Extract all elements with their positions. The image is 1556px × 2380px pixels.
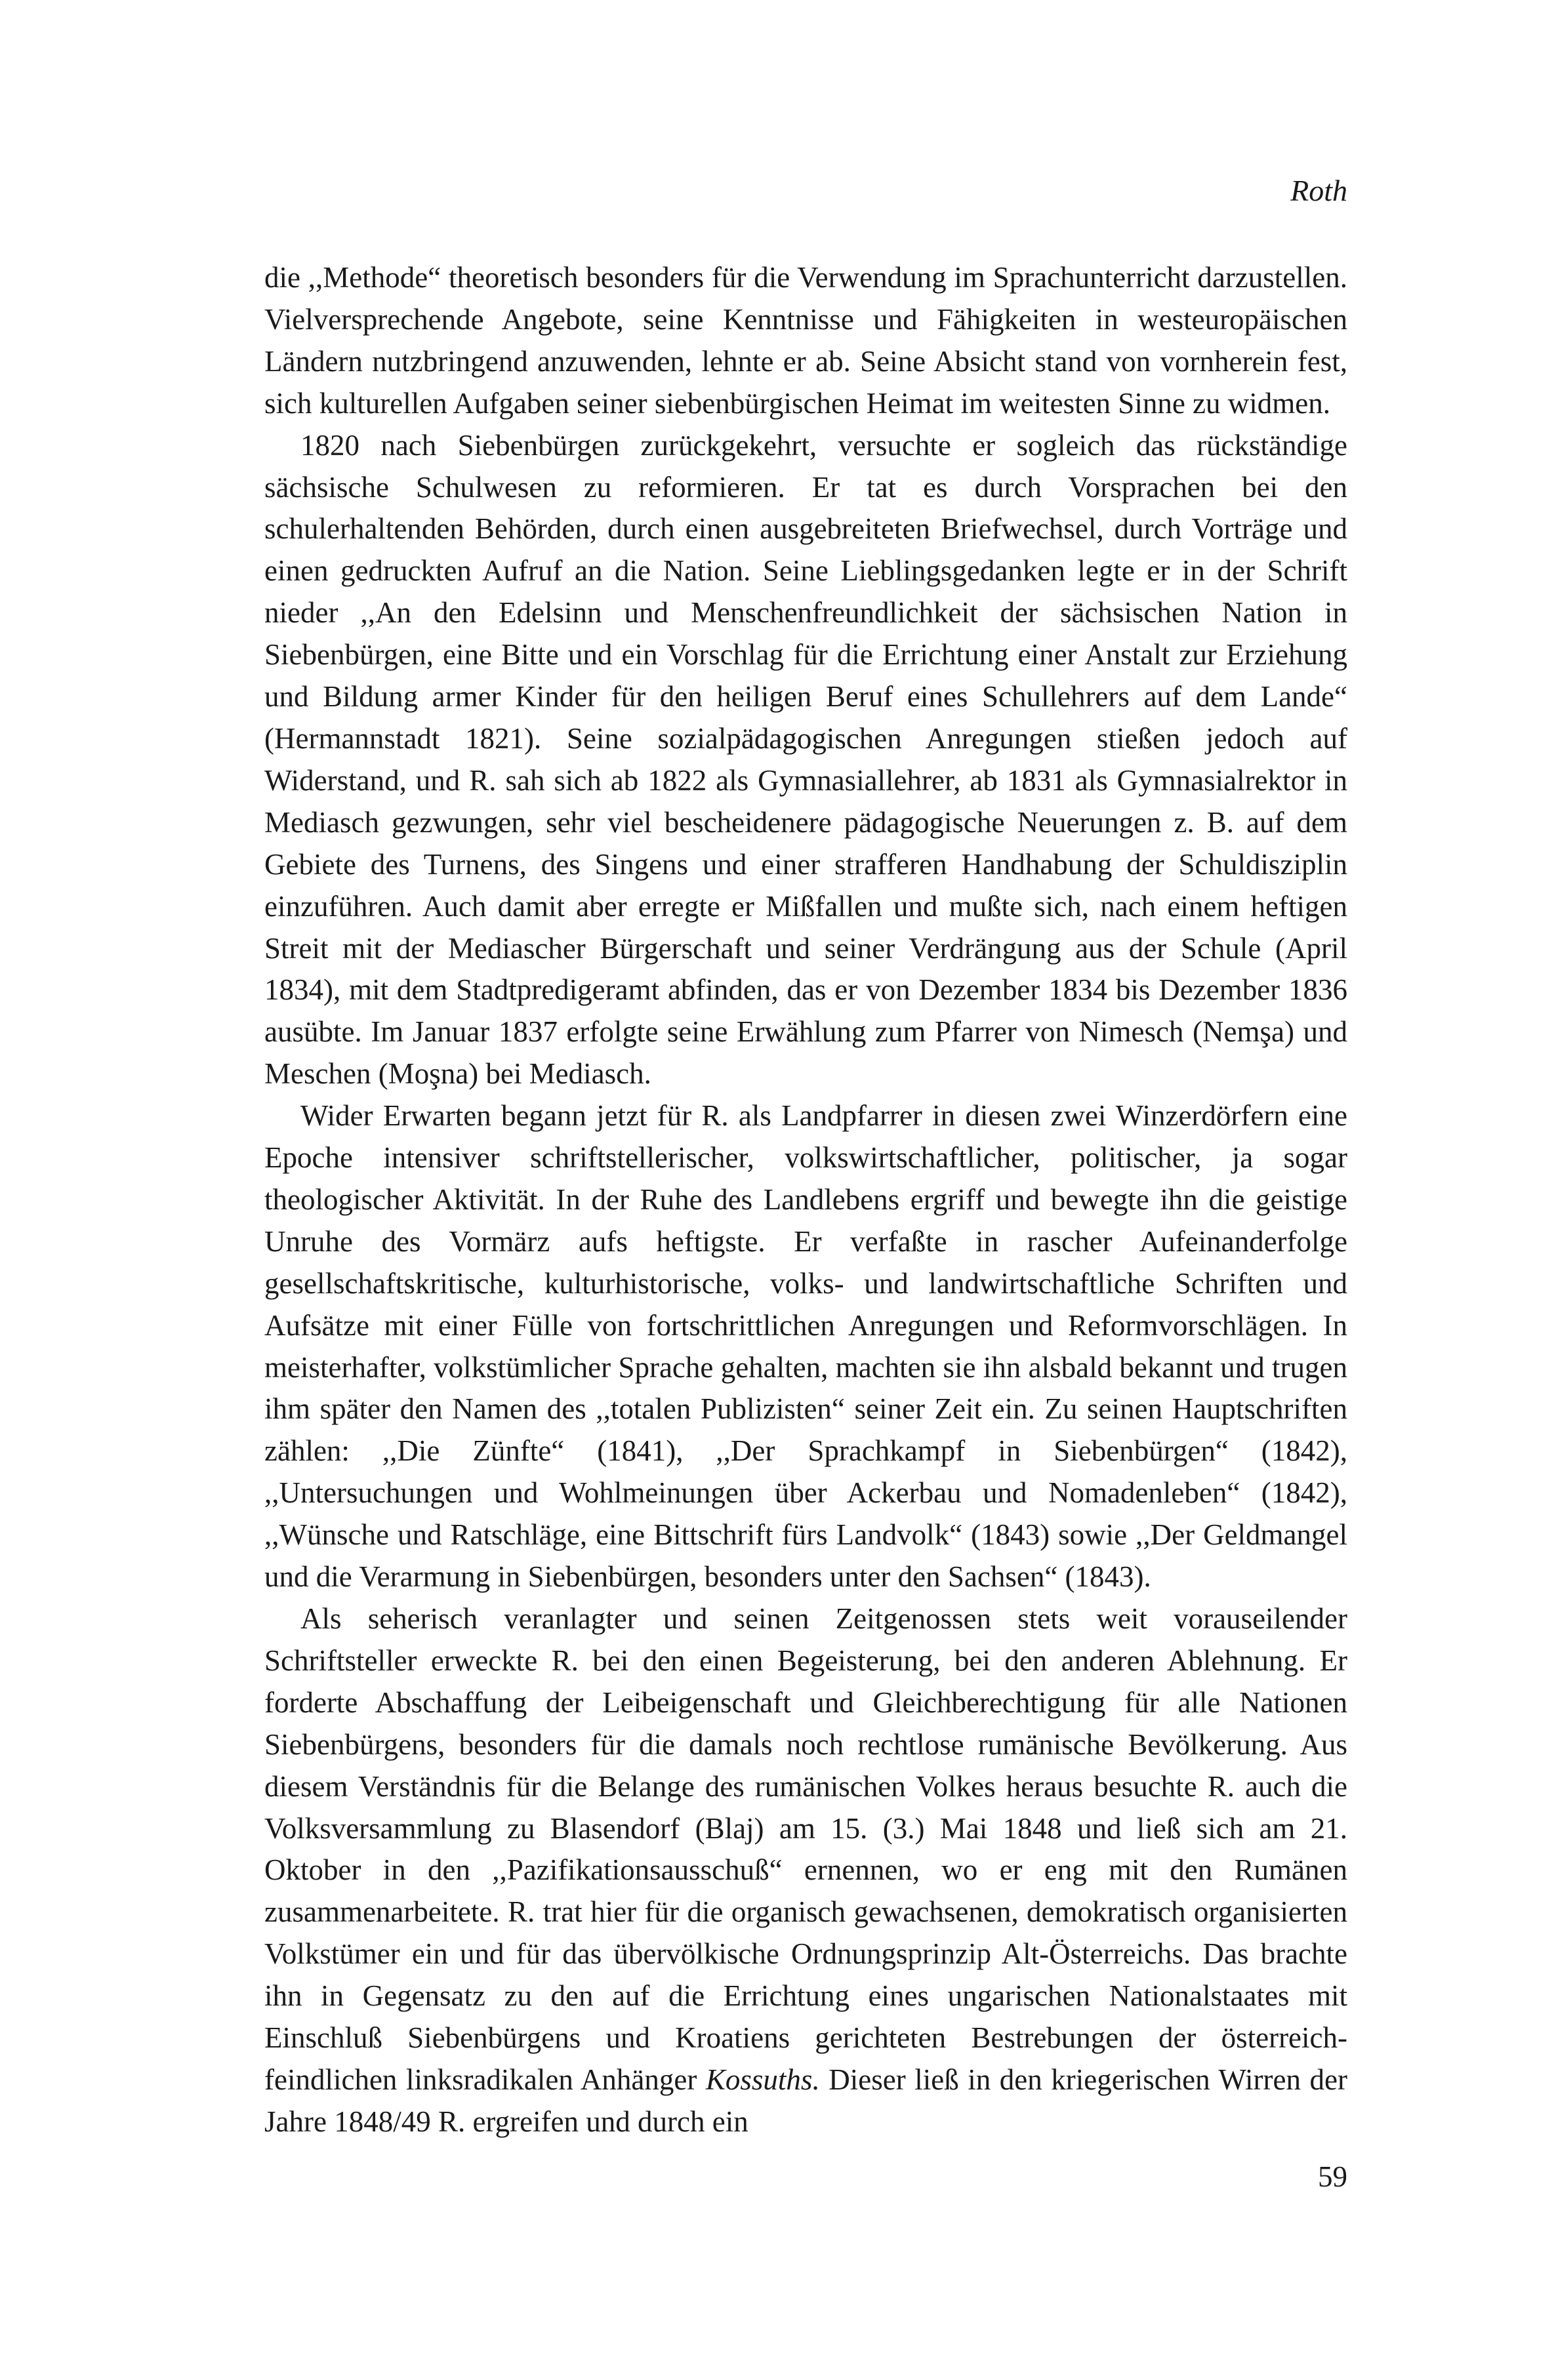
- paragraph-4-text-before: Als seherisch veranlagter und seinen Zeitgenossen stets weit vorauseilender Schriftsteller erweckte R. bei den einen Begeisterung, bei den anderen Ablehnung. Er forderte Abschaffung der Leibeigenschaft und Gleichberechtigung für alle Nationen Siebenbürgens, besonders für die damals noch rechtlose rumänische Bevölkerung. Aus diesem Verständnis für die Belange des rumänischen Volkes heraus besuchte R. auch die Volksversammlung zu Blasendorf (Blaj) am 15. (3.) Mai 1848 und ließ sich am 21. Oktober in den ,,Pazifikationsausschuß“ ernennen, wo er eng mit den Rumänen zusammenarbeitete. R. trat hier für die organisch gewachsenen, demokratisch organisierten Volkstümer ein und für das übervölkische Ordnungsprinzip Alt-Österreichs. Das brachte ihn in Gegensatz zu den auf die Errichtung eines ungarischen Nationalstaates mit Einschluß Siebenbürgens und Kroatiens gerichteten Bestrebungen der österreich-feindlichen linksradikalen Anhänger: [264, 1602, 1347, 2096]
- paragraph-3: Wider Erwarten begann jetzt für R. als Landpfarrer in diesen zwei Winzerdörfern eine Epoche intensiver schriftstellerischer, volkswirtschaftlicher, politischer, ja sogar theologischer Aktivität. In der Ruhe des Landlebens ergriff und bewegte ihn die geistige Unruhe des Vormärz aufs heftigste. Er verfaßte in rascher Aufeinanderfolge gesellschaftskritische, kulturhistorische, volks- und landwirtschaftliche Schriften und Aufsätze mit einer Fülle von fortschrittlichen Anregungen und Reformvorschlägen. In meisterhafter, volkstümlicher Sprache gehalten, machten sie ihn alsbald bekannt und trugen ihm später den Namen des ,,totalen Publizisten“ seiner Zeit ein. Zu seinen Hauptschriften zählen: ,,Die Zünfte“ (1841), ,,Der Sprachkampf in Siebenbürgen“ (1842), ,,Untersuchungen und Wohlmeinungen über Ackerbau und Nomadenleben“ (1842), ,,Wünsche und Ratschläge, eine Bittschrift fürs Landvolk“ (1843) sowie ,,Der Geldmangel und die Verarmung in Siebenbürgen, besonders unter den Sachsen“ (1843).: [264, 1099, 1347, 1594]
- paragraph-2: 1820 nach Siebenbürgen zurückgekehrt, versuchte er sogleich das rückständige sächsische Schulwesen zu reformieren. Er tat es durch Vorsprachen bei den schulerhaltenden Behörden, durch einen ausgebreiteten Briefwechsel, durch Vorträge und einen gedruckten Aufruf an die Nation. Seine Lieblingsgedanken legte er in der Schrift nieder ,,An den Edelsinn und Menschenfreundlichkeit der sächsischen Nation in Siebenbürgen, eine Bitte und ein Vorschlag für die Errichtung einer Anstalt zur Erziehung und Bildung armer Kinder für den heiligen Beruf eines Schullehrers auf dem Lande“ (Hermannstadt 1821). Seine sozialpädagogischen Anregungen stießen jedoch auf Widerstand, und R. sah sich ab 1822 als Gymnasiallehrer, ab 1831 als Gymnasialrektor in Mediasch gezwungen, sehr viel bescheidenere pädagogische Neuerungen z. B. auf dem Gebiete des Turnens, des Singens und einer strafferen Handhabung der Schuldisziplin einzuführen. Auch damit aber erregte er Mißfallen und mußte sich, nach einem heftigen Streit mit der Mediascher Bürgerschaft und seiner Verdrängung aus der Schule (April 1834), mit dem Stadtpredigeramt abfinden, das er von Dezember 1834 bis Dezember 1836 ausübte. Im Januar 1837 erfolgte seine Erwählung zum Pfarrer von Nimesch (Nemşa) und Meschen (Moşna) bei Mediasch.: [264, 428, 1347, 1091]
- page-number: 59: [1318, 2160, 1347, 2193]
- running-head: Roth: [1290, 174, 1347, 207]
- paragraph-4-text-after: Dieser ließ in den kriegerischen Wirren der Jahre 1848/49 R. ergreifen und durch ein: [264, 2063, 1347, 2138]
- italic-name-kossuths: Kossuths.: [705, 2063, 820, 2096]
- paragraph-1: die ,,Methode“ theoretisch besonders für die Verwendung im Sprachunterricht darzustellen. Vielversprechende Angebote, seine Kenntnisse und Fähigkeiten in westeuropäischen Ländern nutzbringend anzuwenden, lehnte er ab. Seine Absicht stand von vornherein fest, sich kulturellen Aufgaben seiner siebenbürgischen Heimat im weitesten Sinne zu widmen.: [264, 261, 1347, 420]
- paragraph-4: [264, 1598, 1347, 2143]
- body-text: [264, 257, 1347, 2143]
